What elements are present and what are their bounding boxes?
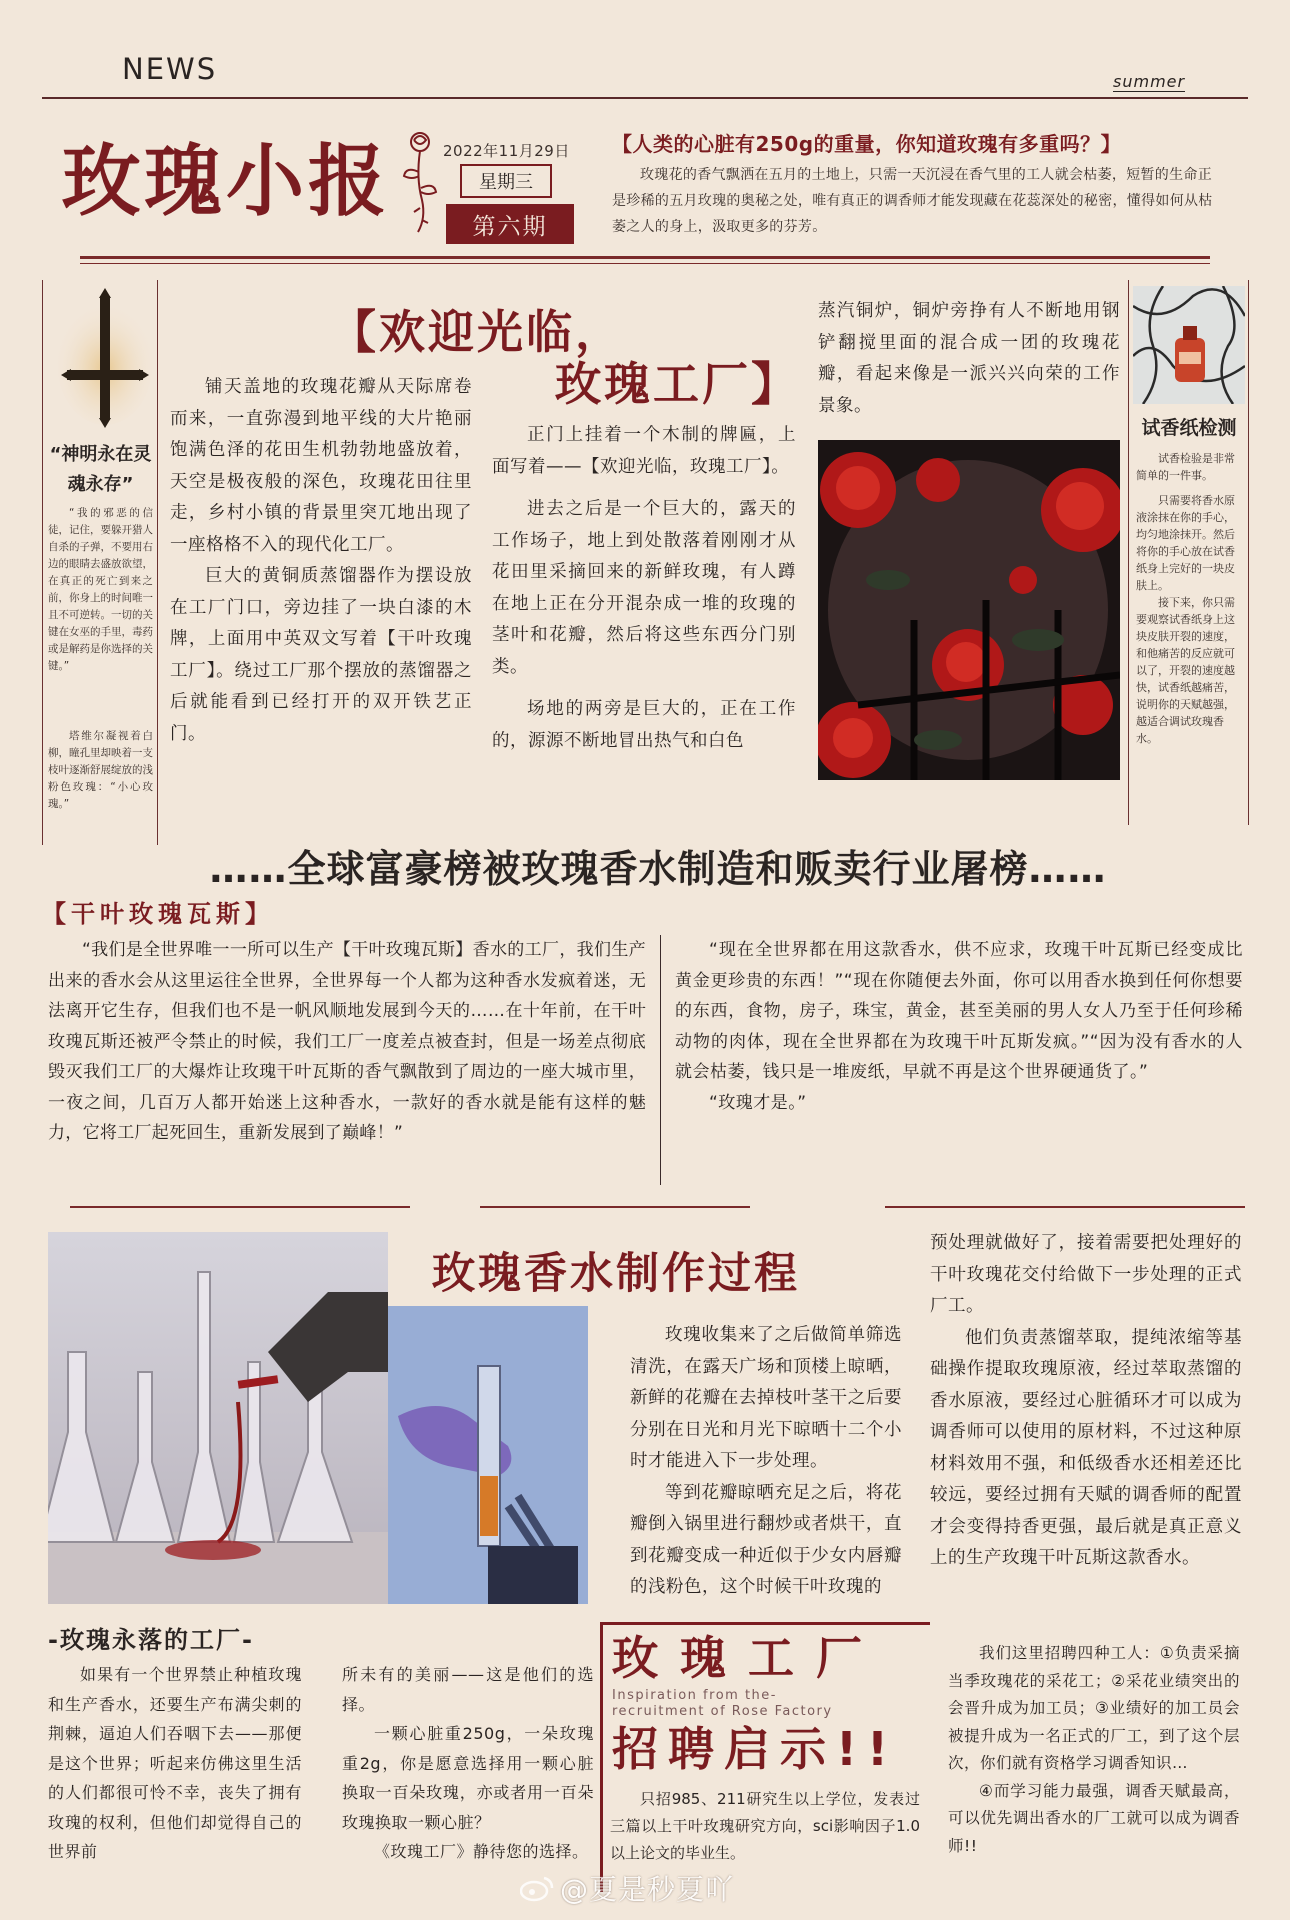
interview-divider [660,935,661,1185]
welcome-para-b2: 进去之后是一个巨大的，露天的工作场子，地上到处散落着刚刚才从花田里采摘回来的新鲜玫瑰，有人蹲在地上正在分开混杂成一堆的玫瑰的茎叶和花瓣，然后将这些东西分门别类。 [492,499,796,677]
welcome-title-line2: 玫瑰工厂】 [555,357,800,411]
fallen-col-a [48,1660,302,1867]
fallen-para-1: 如果有一个世界禁止种植玫瑰和生产香水，还要生产布满尖刺的荆棘，逼迫人们吞咽下去——那便是这个世界；听起来仿佛这里生活的人们都很可怜不幸，丧失了拥有玫瑰的权利，但他们却觉得自己的世界前 [48,1665,302,1861]
right-col-border-l [1128,280,1129,825]
interview-right-p1: “现在全世界都在用这款香水，供不应求，玫瑰干叶瓦斯已经变成比黄金更珍贵的东西！”“现在你随便去外面，你可以用香水换到任何你想要的东西，食物，房子，珠宝，黄金，甚至美丽的男人女人乃至于任何珍稀动物的肉体，现在全世界都在为玫瑰干叶瓦斯发疯。”“因为没有香水的人就会枯萎，钱只是一堆废纸，早就不再是这个世界硬通货了。” [675,940,1243,1082]
left-para-2: 塔维尔凝视着白柳，瞳孔里却映着一支枝叶逐渐舒展绽放的浅粉色玫瑰：“小心玫瑰。” [48,730,153,810]
fallen-para-4: 《玫瑰工厂》静待您的选择。 [374,1842,589,1861]
lead-intro: 玫瑰花的香气飘洒在五月的土地上，只需一天沉浸在香气里的工人就会枯萎，短暂的生命正是珍稀的五月玫瑰的奥秘之处，唯有真正的调香师才能发现藏在花蕊深处的秘密，懂得如何从枯萎之人的身上，汲取更多的芬芳。 [612,167,1213,235]
left-col-border-r [157,280,158,845]
right-para-1: 试香检验是非常简单的一件事。 [1136,452,1235,482]
recruit-para-1: 只招985、211研究生以上学位，发表过三篇以上干叶玫瑰研究方向，sci影响因子1.0以上论文的毕业生。 [610,1790,920,1862]
recruit-title-2: 招聘启示!! [612,1722,898,1776]
section-rule-b [480,1206,750,1208]
inverted-cross-icon [55,288,155,428]
recruit-right-p1: 我们这里招聘四种工人：①负责采摘当季玫瑰花的采花工；②采花业绩突出的会晋升成为加工员；③业绩好的加工员会被提升成为一名正式的厂工，到了这个层次，你们就有资格学习调香知识… [948,1644,1240,1772]
recruit-title-1: 玫瑰工厂 [612,1631,884,1685]
section-rule-c [885,1206,1245,1208]
weekday-label: 星期三 [479,172,533,193]
right-para-3: 接下来，你只需要观察试香纸身上这块皮肤开裂的速度，和他痛苦的反应就可以了，开裂的速度越快，试香纸越痛苦，说明你的天赋越强，越适合调试玫瑰香水。 [1136,596,1235,745]
process-para-1: 玫瑰收集来了之后做简单筛选清洗，在露天广场和顶楼上晾晒，新鲜的花瓣在去掉枝叶茎干之后要分别在日光和月光下晾晒十二个小时才能进入下一步处理。 [630,1325,902,1471]
lab-gloved-hand-photo [388,1306,588,1604]
watermark [520,1868,734,1908]
welcome-title-line1: 【欢迎光临， [330,305,624,359]
interview-left: “我们是全世界唯一一所可以生产【干叶玫瑰瓦斯】香水的工厂，我们生产出来的香水会从这里运往全世界，全世界每一个人都为这种香水发疯着迷，无法离开它生存，但我们也不是一帆风顺地发展到今天的……在十年前，在干叶玫瑰瓦斯还被严令禁止的时候，我们工厂一度差点被查封，但是一场差点彻底毁灭我们工厂的大爆炸让玫瑰干叶瓦斯的香气飘散到了周边的一座大城市里，一夜之间，几百万人都开始迷上这种香水，一款好的香水就是能有这样的魅力，它将工厂起死回生，重新发展到了巅峰！” [48,940,646,1143]
fallen-para-3: 一颗心脏重250g，一朵玫瑰重2g，你是愿意选择用一颗心脏换取一百朵玫瑰，亦或者用一百朵玫瑰换取一颗心脏？ [342,1724,594,1832]
welcome-para-b1: 正门上挂着一个木制的牌匾，上面写着——【欢迎光临，玫瑰工厂】。 [492,425,796,477]
paper-title: 玫瑰小报 [62,136,391,227]
welcome-col-b [492,420,796,757]
top-rule [42,97,1248,99]
rose-sketch-icon [398,128,440,234]
welcome-col-a [170,372,472,750]
right-col-border-r [1248,280,1249,825]
right-col-body [1136,450,1242,747]
interview-right [675,935,1243,1118]
interview-right-p2: “玫瑰才是。” [709,1092,807,1113]
banner-headline: ……全球富豪榜被玫瑰香水制造和贩卖行业屠榜…… [209,847,1107,891]
welcome-para-b3: 场地的两旁是巨大的，正在工作的，源源不断地冒出热气和白色 [492,699,796,751]
issue-date: 2022年11月29日 [443,142,570,160]
fallen-para-2: 所未有的美丽——这是他们的选择。 [342,1665,594,1714]
lead-headline: 【人类的心脏有250g的重量，你知道玫瑰有多重吗？】 [612,132,1122,156]
process-title: 玫瑰香水制作过程 [432,1249,800,1299]
fallen-title: -玫瑰永落的工厂- [48,1626,254,1654]
welcome-para-c1: 蒸汽铜炉，铜炉旁挣有人不断地用钢铲翻搅里面的混合成一团的玫瑰花瓣，看起来像是一派兴兴向荣的工作景象。 [818,301,1120,416]
left-para-1: “我的邪恶的信徒，记住，要躲开猎人自杀的子弹，不要用右边的眼睛去盛放欲望，在真正的死亡到来之前，你身上的时间唯一且不可逆转。一切的关键在女巫的手里，毒药或是解药是你选择的关键。” [48,507,153,672]
left-quote-title: “神明永在灵魂永存” [49,444,152,495]
news-label: NEWS [122,52,218,86]
right-para-2: 只需要将香水原液涂抹在你的手心，均匀地涂抹开。然后将你的手心放在试香纸身上完好的一块皮肤上。 [1136,494,1235,592]
header-rule-1 [80,256,1210,259]
banner-subtitle: 【干叶玫瑰瓦斯】 [42,900,274,928]
recruit-col-right [948,1640,1240,1860]
welcome-para-a1: 铺天盖地的玫瑰花瓣从天际席卷而来，一直弥漫到地平线的大片艳丽饱满色泽的花田生机勃勃地盛放着，天空是极夜般的深色，玫瑰花田往里走，乡村小镇的背景里突兀地出现了一座格格不入的现代化工厂。 [170,377,472,555]
section-rule-a [70,1206,410,1208]
recruit-en-1: Inspiration from the- [612,1688,777,1703]
issue-badge [446,204,574,244]
welcome-col-c [818,296,1120,422]
summer-label: summer [1113,72,1186,91]
fallen-col-b [342,1660,594,1867]
header-rule-2 [80,263,1210,264]
watermark-text: @夏是秒夏吖 [560,1873,735,1906]
process-col-right [930,1228,1242,1575]
left-col-border-l [42,280,43,845]
weekday-box [460,164,552,198]
recruit-right-p2: ④而学习能力最强，调香天赋最高，可以优先调出香水的厂工就可以成为调香师!! [948,1781,1240,1855]
weibo-icon [520,1874,554,1902]
lab-glassware-photo [48,1232,388,1604]
process-col-mid [630,1320,902,1604]
recruit-en-2: recruitment of Rose Factory [612,1704,833,1719]
process-right-p1: 预处理就做好了，接着需要把处理好的干叶玫瑰花交付给做下一步处理的正式厂工。 [930,1233,1242,1316]
rose-fence-photo [818,440,1120,780]
process-para-2: 等到花瓣晾晒充足之后，将花瓣倒入锅里进行翻炒或者烘干，直到花瓣变成一种近似于少女内唇瓣的浅粉色，这个时候干叶玫瑰的 [630,1482,902,1597]
process-right-p2: 他们负责蒸馏萃取，提纯浓缩等基础操作提取玫瑰原液，经过萃取蒸馏的香水原液，要经过心脏循环才可以成为调香师可以使用的原材料，不过这种原材料效用不强，和低级香水还相差还比较远，要经过拥有天赋的调香师的配置才会变得持香更强，最后就是真正意义上的生产玫瑰干叶瓦斯这款香水。 [930,1327,1242,1568]
issue-label: 第六期 [472,213,548,240]
perfume-bottle-photo [1133,286,1245,404]
right-col-title: 试香纸检测 [1141,417,1237,439]
welcome-para-a2: 巨大的黄铜质蒸馏器作为摆设放在工厂门口，旁边挂了一块白漆的木牌，上面用中英双文写着【干叶玫瑰工厂】。绕过工厂那个摆放的蒸馏器之后就能看到已经打开的双开铁艺正门。 [170,566,472,744]
